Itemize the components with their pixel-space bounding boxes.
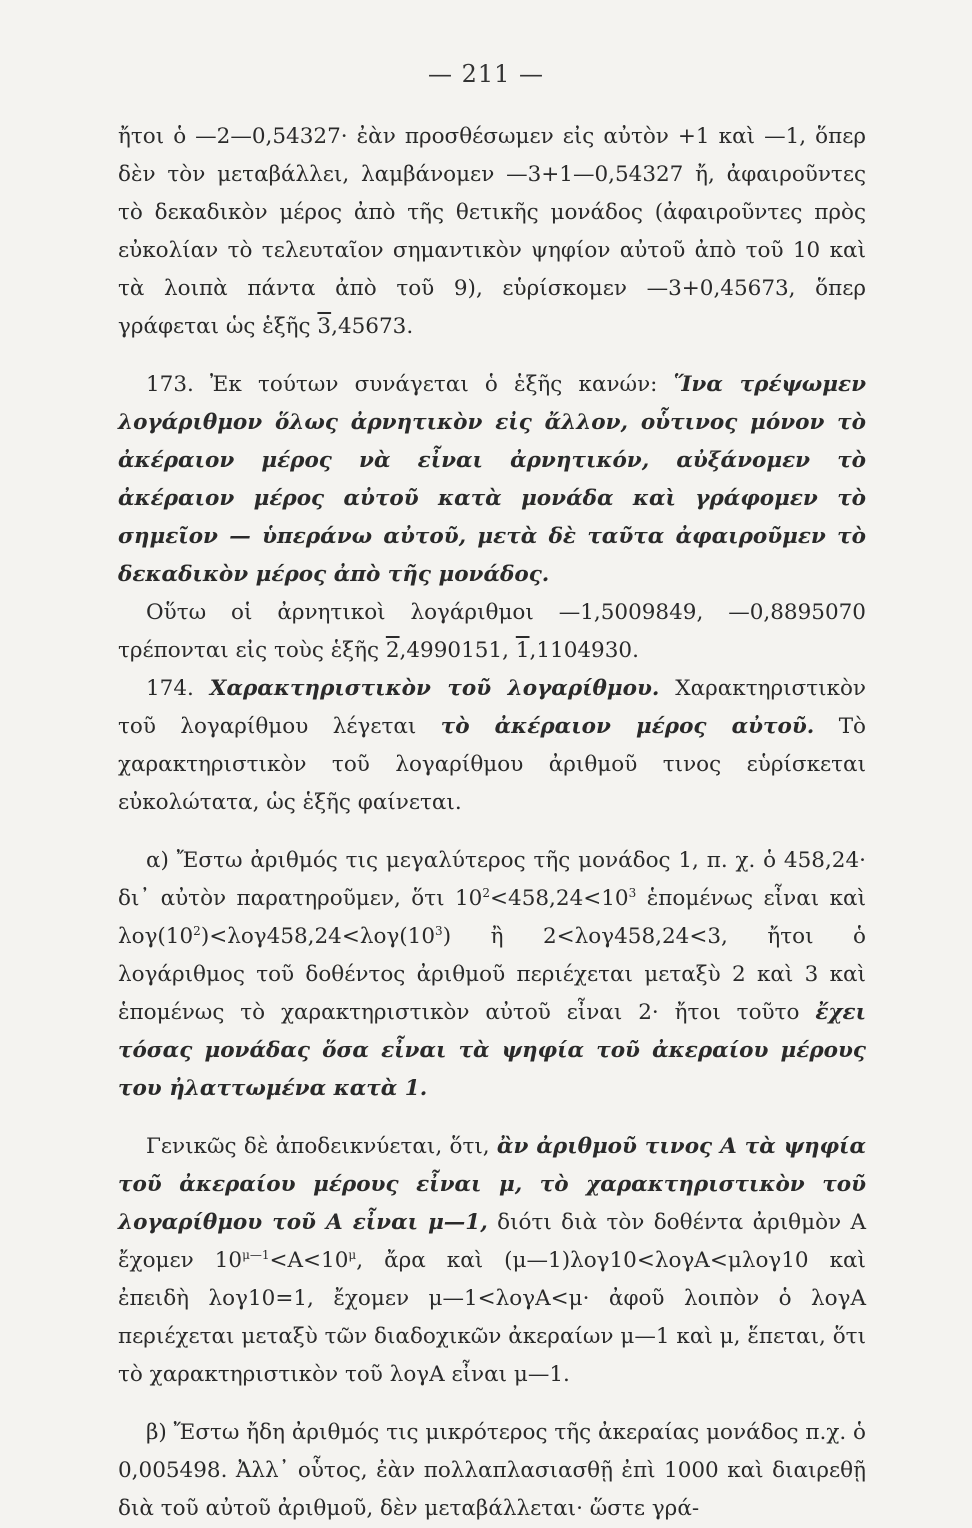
paragraph-173	[118, 366, 866, 594]
text: ἑπομένως εἶναι καὶ λογ(10	[118, 886, 866, 949]
text: Τὸ χαρακτηριστικὸν τοῦ λογαρίθμου ἀριθμοῦ τινος εὑρίσκεται εὐκολώτατα, ὡς ἑξῆς φαίνεται.	[118, 714, 866, 815]
exponent: μ—1	[242, 1247, 270, 1262]
text: α) Ἔστω ἀριθμός τις μεγαλύτερος τῆς μονάδος 1, π. χ. ὁ 458,24· δι᾽ αὐτὸν παρατηροῦμεν, ὅτι 10	[118, 848, 866, 911]
rule-text: Ἵνα τρέψωμεν λογάριθμον ὅλως ἀρνητικὸν εἰς ἄλλον, οὗτινος μόνον τὸ ἀκέραιον μέρος νὰ εἶναι ἀρνητικόν, αὐξάνομεν τὸ ἀκέραιον μέρος αὐτοῦ κατὰ μονάδα καὶ γράφομεν τὸ σημεῖον — ὑπεράνω αὐτοῦ, μετὰ δὲ ταῦτα ἀφαιροῦμεν τὸ δεκαδικὸν μέρος ἀπὸ τῆς μονάδος.	[118, 372, 866, 587]
text: ) ἢ 2<λογ458,24<3, ἤτοι ὁ λογάριθμος τοῦ δοθέντος ἀριθμοῦ περιέχεται μεταξὺ 2 καὶ 3 καὶ ἑπομένως τὸ χαρακτηριστικὸν αὐτοῦ εἶναι 2· ἤτοι τοῦτο	[118, 924, 866, 1025]
text: Οὕτω οἱ ἀρνητικοὶ λογάριθμοι —1,5009849, —0,8895070 τρέπονται εἰς τοὺς ἑξῆς	[118, 600, 866, 663]
paragraph-alpha	[118, 842, 866, 1108]
exponent: 3	[435, 923, 443, 938]
emphasis: ἔχει τόσας μονάδας ὅσα εἶναι τὰ ψηφία τοῦ ἀκεραίου μέρους του ἠλαττωμένα κατὰ 1.	[118, 1000, 866, 1101]
exponent: μ	[348, 1247, 357, 1262]
section-number: 173.	[146, 372, 194, 397]
section-heading: Χαρακτηριστικὸν τοῦ λογαρίθμου.	[209, 676, 660, 701]
paragraph-beta	[118, 1414, 866, 1528]
exponent: 2	[482, 885, 490, 900]
section-number: 174.	[146, 676, 194, 701]
text: ἤτοι ὁ —2—0,54327· ἐὰν προσθέσωμεν εἰς αὐτὸν +1 καὶ —1, ὅπερ δὲν τὸν μεταβάλλει, λαμβάνομεν —3+1—0,54327 ἤ, ἀφαιροῦντες τὸ δεκαδικὸν μέρος ἀπὸ τῆς θετικῆς μονάδος (ἀφαιροῦντες πρὸς εὐκολίαν τὸ τελευταῖον σημαντικὸν ψηφίον αὐτοῦ ἀπὸ τοῦ 10 καὶ τὰ λοιπὰ πάντα ἀπὸ τοῦ 9), εὑρίσκομεν —3+0,45673, ὅπερ γράφεται ὡς ἑξῆς	[118, 124, 866, 339]
text: Γενικῶς δὲ ἀποδεικνύεται, ὅτι,	[146, 1134, 497, 1159]
body-text	[118, 118, 866, 1528]
text: , ἄρα καὶ (μ—1)λογ10<λογΑ<μλογ10 καὶ ἐπειδὴ λογ10=1, ἔχομεν μ—1<λογΑ<μ· ἀφοῦ λοιπὸν ὁ λογΑ περιέχεται μεταξὺ τῶν διαδοχικῶν ἀκεραίων μ—1 καὶ μ, ἕπεται, ὅτι τὸ χαρακτηριστικὸν τοῦ λογΑ εἶναι μ—1.	[118, 1248, 866, 1387]
paragraph-1	[118, 118, 866, 346]
overlined-digit: 1	[515, 638, 530, 663]
text: ,45673.	[331, 314, 414, 339]
paragraph-174	[118, 670, 866, 822]
text: Χαρακτηριστικὸν τοῦ λογαρίθμου λέγεται	[118, 676, 866, 739]
text: ,4990151,	[399, 638, 516, 663]
overlined-digit: 3	[317, 314, 332, 339]
emphasis: τὸ ἀκέραιον μέρος αὐτοῦ.	[440, 714, 815, 739]
text: διότι διὰ τὸν δοθέντα ἀριθμὸν Α ἔχομεν 10	[118, 1210, 867, 1273]
paragraph-3	[118, 594, 866, 670]
text: β) Ἔστω ἤδη ἀριθμός τις μικρότερος τῆς ἀκεραίας μονάδος π.χ. ὁ 0,005498. Ἀλλ᾽ οὗτος, ἐὰν πολλαπλασιασθῇ ἐπὶ 1000 καὶ διαιρεθῇ διὰ τοῦ αὐτοῦ ἀριθμοῦ, δὲν μεταβάλλεται· ὥστε γρά-	[118, 1420, 866, 1521]
text: Ἐκ τούτων συνάγεται ὁ ἑξῆς κανών:	[193, 372, 674, 397]
overlined-digit: 2	[385, 638, 400, 663]
text: ,1104930.	[529, 638, 639, 663]
page-number: — 211 —	[427, 60, 545, 88]
paragraph-general	[118, 1128, 866, 1394]
exponent: 3	[628, 885, 637, 900]
text: )<λογ458,24<λογ(10	[200, 924, 436, 949]
text: <Α<10	[269, 1248, 349, 1273]
exponent: 2	[193, 923, 201, 938]
emphasis: ἂν ἀριθμοῦ τινος Α τὰ ψηφία τοῦ ἀκεραίου μέρους εἶναι μ, τὸ χαρακτηριστικὸν τοῦ λογαρίθμου τοῦ Α εἶναι μ—1,	[118, 1134, 866, 1235]
text: <458,24<10	[490, 886, 629, 911]
